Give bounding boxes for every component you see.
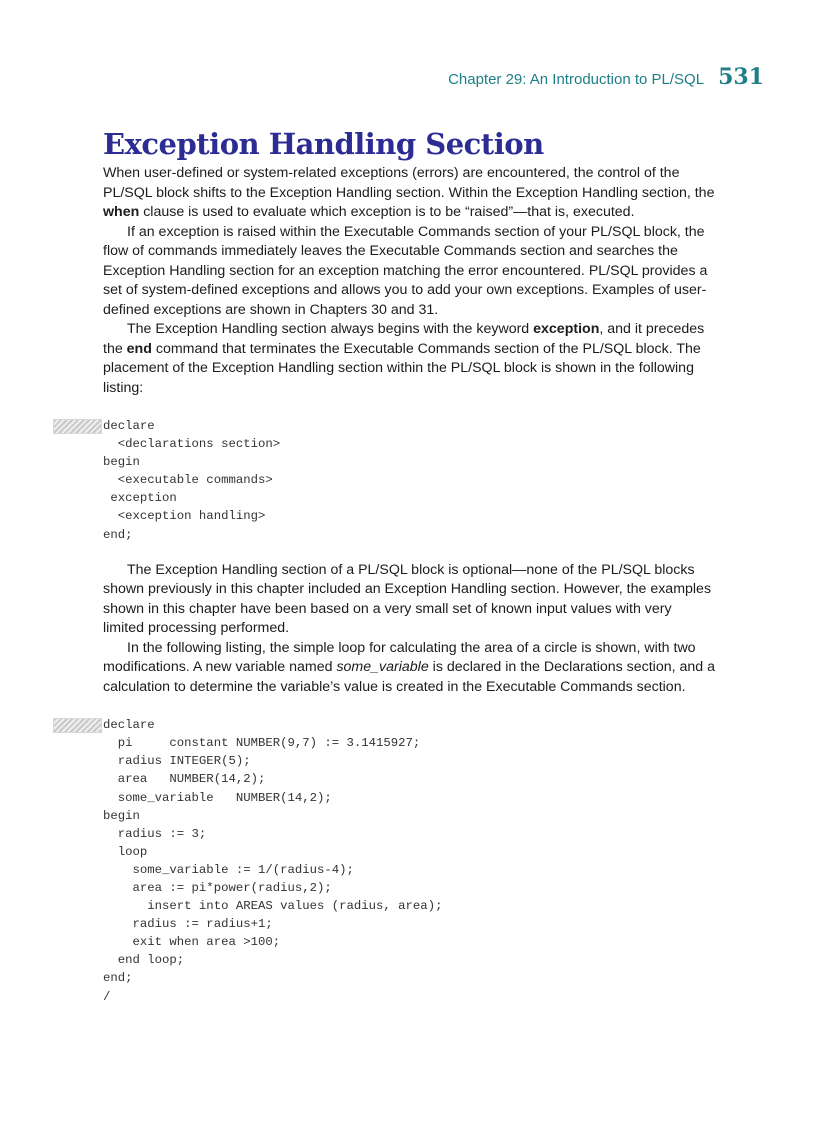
text: clause is used to evaluate which exception is to be “raised”—that is, executed.: [139, 204, 635, 220]
page-body: [103, 126, 715, 1023]
paragraph-modifications: [103, 639, 715, 698]
code-marker-icon: [53, 718, 102, 733]
keyword-end: end: [126, 340, 152, 357]
code-listing-structure: [103, 417, 715, 544]
chapter-title: Chapter 29: An Introduction to PL/SQL: [448, 71, 705, 88]
paragraph-optional: The Exception Handling section of a PL/SQL block is optional—none of the PL/SQL blocks shown previously in this chapter included an Exception Handling section. However, the examples shown in this chapter have been based on a very small set of known input values with very limited processing performed.: [103, 561, 712, 637]
variable-name: some_variable: [336, 659, 429, 676]
page-number: 531: [718, 64, 764, 90]
text: is declared in the Declarations section, and a calculation to determine the variable’s value is created in the Executable Commands section.: [103, 659, 715, 695]
paragraph-exception-keyword: [103, 320, 715, 398]
section-heading: Exception Handling Section: [103, 127, 544, 161]
keyword-when: when: [103, 204, 140, 220]
text: When user-defined or system-related exceptions (errors) are encountered, the control of the PL/SQL block shifts to the Exception Handling section. Within the Exception Handling section, the: [103, 165, 715, 201]
code-text: declare <declarations section> begin <executable commands> exception <exception handling> end;: [103, 419, 281, 542]
code-text: declare pi constant NUMBER(9,7) := 3.1415927; radius INTEGER(5); area NUMBER(14,2); some_variable NUMBER(14,2); begin radius := 3; loop some_variable := 1/(radius-4); area := pi*power(radius,2); insert into AREAS values (radius, area); radius := radius+1; exit when area >100; end loop; end; /: [103, 718, 443, 1004]
running-header: [448, 64, 764, 90]
text: The Exception Handling section always begins with the keyword: [127, 321, 534, 337]
keyword-exception: exception: [533, 321, 600, 337]
paragraph-intro: [103, 164, 715, 223]
text: command that terminates the Executable Commands section of the PL/SQL block. The placement of the Exception Handling section within the PL/SQL block is shown in the following listing:: [103, 340, 701, 396]
code-marker-icon: [53, 419, 102, 434]
text: , and it precedes the: [103, 321, 705, 357]
code-listing-circle-area: [103, 716, 715, 1006]
text: In the following listing, the simple loop for calculating the area of a circle is shown, with two modifications. A new variable named: [103, 639, 696, 676]
paragraph-raised-exception: If an exception is raised within the Executable Commands section of your PL/SQL block, the flow of commands immediately leaves the Executable Commands section and searches the Exception Handling section for an exception matching the error encountered. PL/SQL provides a set of system-defined exceptions and allows you to add your own exceptions. Examples of user-defined exceptions are shown in Chapters 30 and 31.: [103, 223, 708, 318]
